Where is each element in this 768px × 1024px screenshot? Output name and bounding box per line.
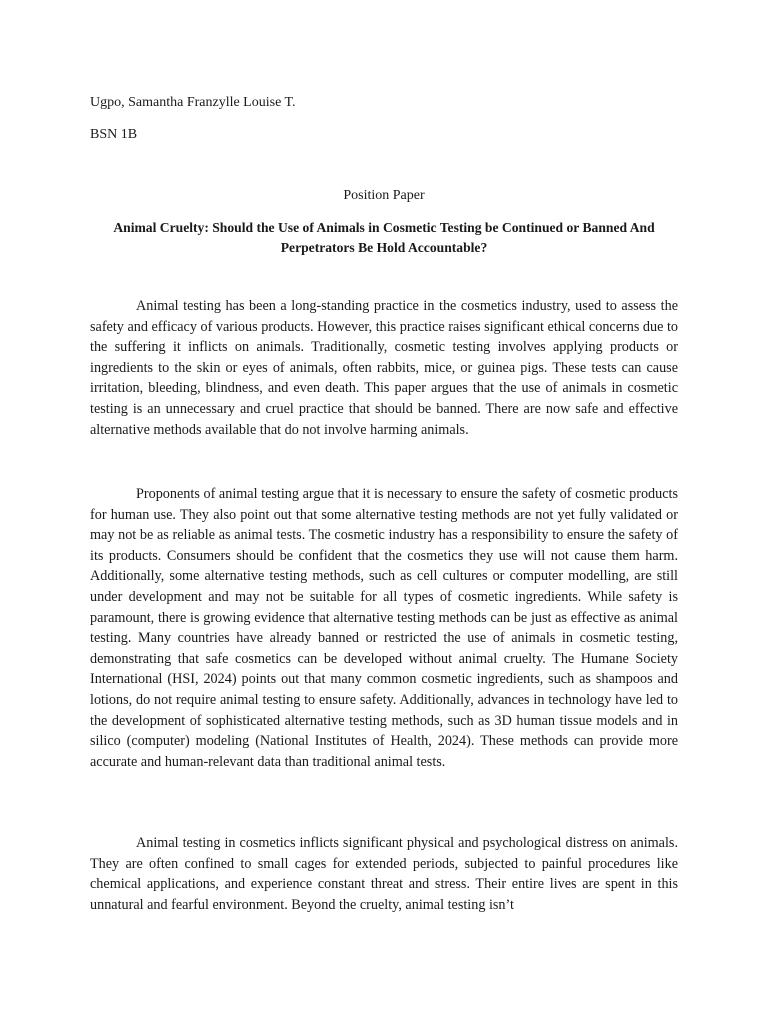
author-name: Ugpo, Samantha Franzylle Louise T. [90,95,296,110]
class-section: BSN 1B [90,127,138,142]
paper-title: Animal Cruelty: Should the Use of Animals in Cosmetic Testing be Continued or Banned And Perpetrators Be Hold Accountable? [113,220,655,255]
body-paragraph-2: Proponents of animal testing argue that it is necessary to ensure the safety of cosmetic products for human use. They also point out that some alternative testing methods are not yet fully validated or may not be as reliable as animal tests. The cosmetic industry has a responsibility to ensure the safety of its products. Consumers should be confident that the cosmetics they use will not cause them harm. Additionally, some alternative testing methods, such as cell cultures or computer modelling, are still under development and may not be suitable for all types of cosmetic ingredients. While safety is paramount, there is growing evidence that alternative testing methods can be just as effective as animal testing. Many countries have already banned or restricted the use of animals in cosmetic testing, demonstrating that safe cosmetics can be developed without animal cruelty. The Humane Society International (HSI, 2024) points out that many common cosmetic ingredients, such as shampoos and lotions, do not require animal testing to ensure safety. Additionally, advances in technology have led to the development of sophisticated alternative testing methods, such as 3D human tissue models and in silico (computer) modeling (National Institutes of Health, 2024). These methods can provide more accurate and human-relevant data than traditional animal tests. [90,486,678,770]
body-paragraph-3: Animal testing in cosmetics inflicts significant physical and psychological distress on animals. They are often confined to small cages for extended periods, subjected to painful procedures like chemical applications, and experience constant threat and stress. Their entire lives are spent in this unnatural and fearful environment. Beyond the cruelty, animal testing isn’t [90,835,678,913]
document-type: Position Paper [343,188,425,203]
body-paragraph-1: Animal testing has been a long-standing practice in the cosmetics industry, used to assess the safety and efficacy of various products. However, this practice raises significant ethical concerns due to the suffering it inflicts on animals. Traditionally, cosmetic testing involves applying products or ingredients to the skin or eyes of animals, often rabbits, mice, or guinea pigs. These tests can cause irritation, bleeding, blindness, and even death. This paper argues that the use of animals in cosmetic testing is an unnecessary and cruel practice that should be banned. There are now safe and effective alternative methods available that do not involve harming animals. [90,298,678,438]
